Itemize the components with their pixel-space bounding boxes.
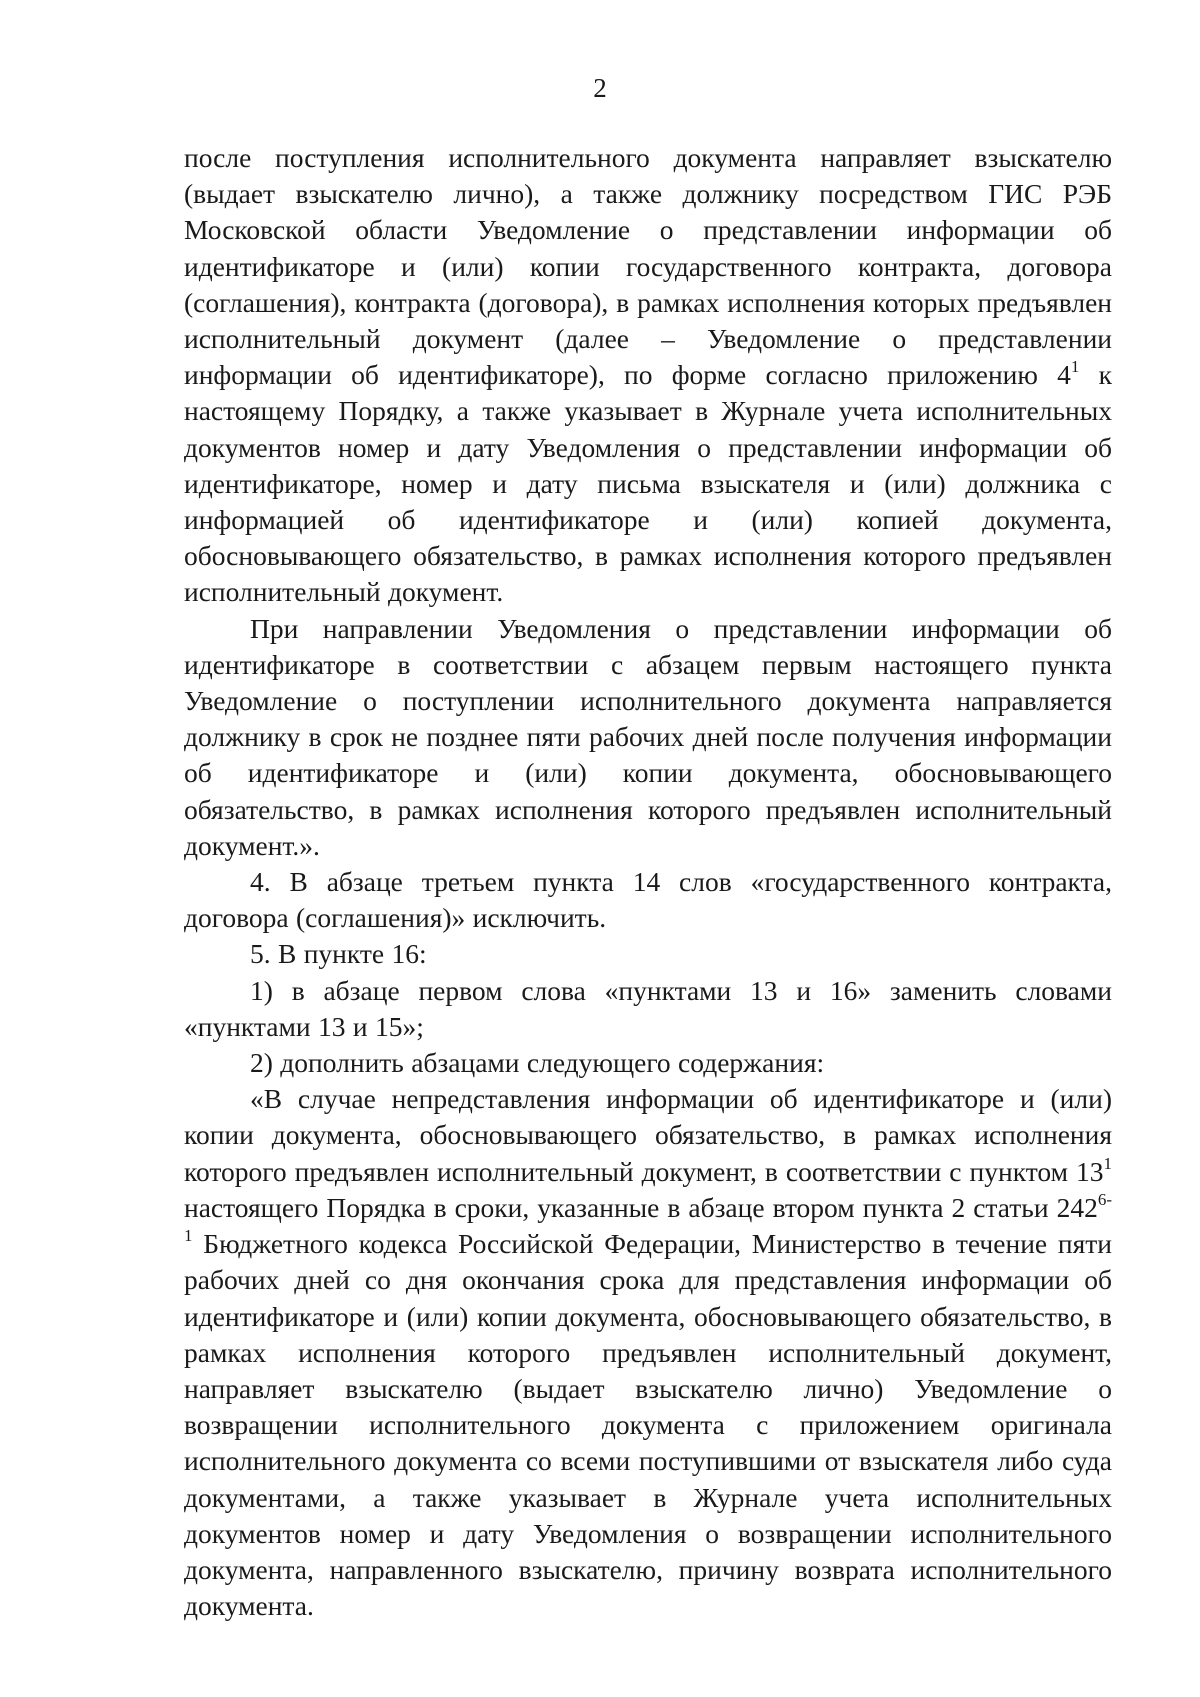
- paragraph: 5. В пункте 16:: [250, 938, 427, 970]
- paragraph-text: к настоящему Порядку, а также указывает в Журнале учета исполнительных документов номер и дату Уведомления о представлении информации об идентификаторе, номер и дату письма взыскателя и (или) должника с информацией об идентификаторе и (или) копией документа, обосновывающего обязательство, в рамках исполнения которого предъявлен исполнительный документ.: [184, 359, 1112, 608]
- superscript: 6-1: [184, 1189, 1112, 1245]
- paragraph: 1) в абзаце первом слова «пунктами 13 и 16» заменить словами «пунктами 13 и 15»;: [184, 974, 1112, 1042]
- document-body: [184, 140, 1112, 1624]
- paragraph-text: настоящего Порядка в сроки, указанные в абзаце втором пункта 2 статьи 242: [184, 1191, 1098, 1223]
- superscript: 1: [1103, 1153, 1112, 1173]
- paragraph-text: Бюджетного кодекса Российской Федерации, Министерство в течение пяти рабочих дней со дня окончания срока для представления информации об идентификаторе и (или) копии документа, обосновывающего обязательство, в рамках исполнения которого предъявлен исполнительный документ, направляет взыскателю (выдает взыскателю лично) Уведомление о возвращении исполнительного документа с приложением оригинала исполнительного документа со всеми поступившими от взыскателя либо суда документами, а также указывает в Журнале учета исполнительных документов номер и дату Уведомления о возвращении исполнительного документа, направленного взыскателю, причину возврата исполнительного документа.: [184, 1228, 1112, 1622]
- page-number: 2: [593, 73, 607, 103]
- paragraph-text: после поступления исполнительного документа направляет взыскателю (выдает взыскателю лично), а также должнику посредством ГИС РЭБ Московской области Уведомление о представлении информации об идентификаторе и (или) копии государственного контракта, договора (соглашения), контракта (договора), в рамках исполнения которых предъявлен исполнительный документ (далее – Уведомление о представлении информации об идентификаторе), по форме согласно приложению 4: [184, 142, 1112, 391]
- paragraph: [184, 1081, 1112, 1624]
- paragraph-text: «В случае непредставления информации об идентификаторе и (или) копии документа, обосновывающего обязательство, в рамках исполнения которого предъявлен исполнительный документ, в соответствии с пунктом 13: [184, 1083, 1112, 1187]
- paragraph: 2) дополнить абзацами следующего содержания:: [250, 1047, 825, 1079]
- paragraph: При направлении Уведомления о представлении информации об идентификаторе в соответствии с абзацем первым настоящего пункта Уведомление о поступлении исполнительного документа направляется должнику в срок не позднее пяти рабочих дней после получения информации об идентификаторе и (или) копии документа, обосновывающего обязательство, в рамках исполнения которого предъявлен исполнительный документ.».: [184, 612, 1112, 861]
- superscript: 1: [1070, 357, 1080, 377]
- paragraph: [184, 140, 1112, 611]
- paragraph: 4. В абзаце третьем пункта 14 слов «государственного контракта, договора (соглашения)» исключить.: [184, 866, 1112, 934]
